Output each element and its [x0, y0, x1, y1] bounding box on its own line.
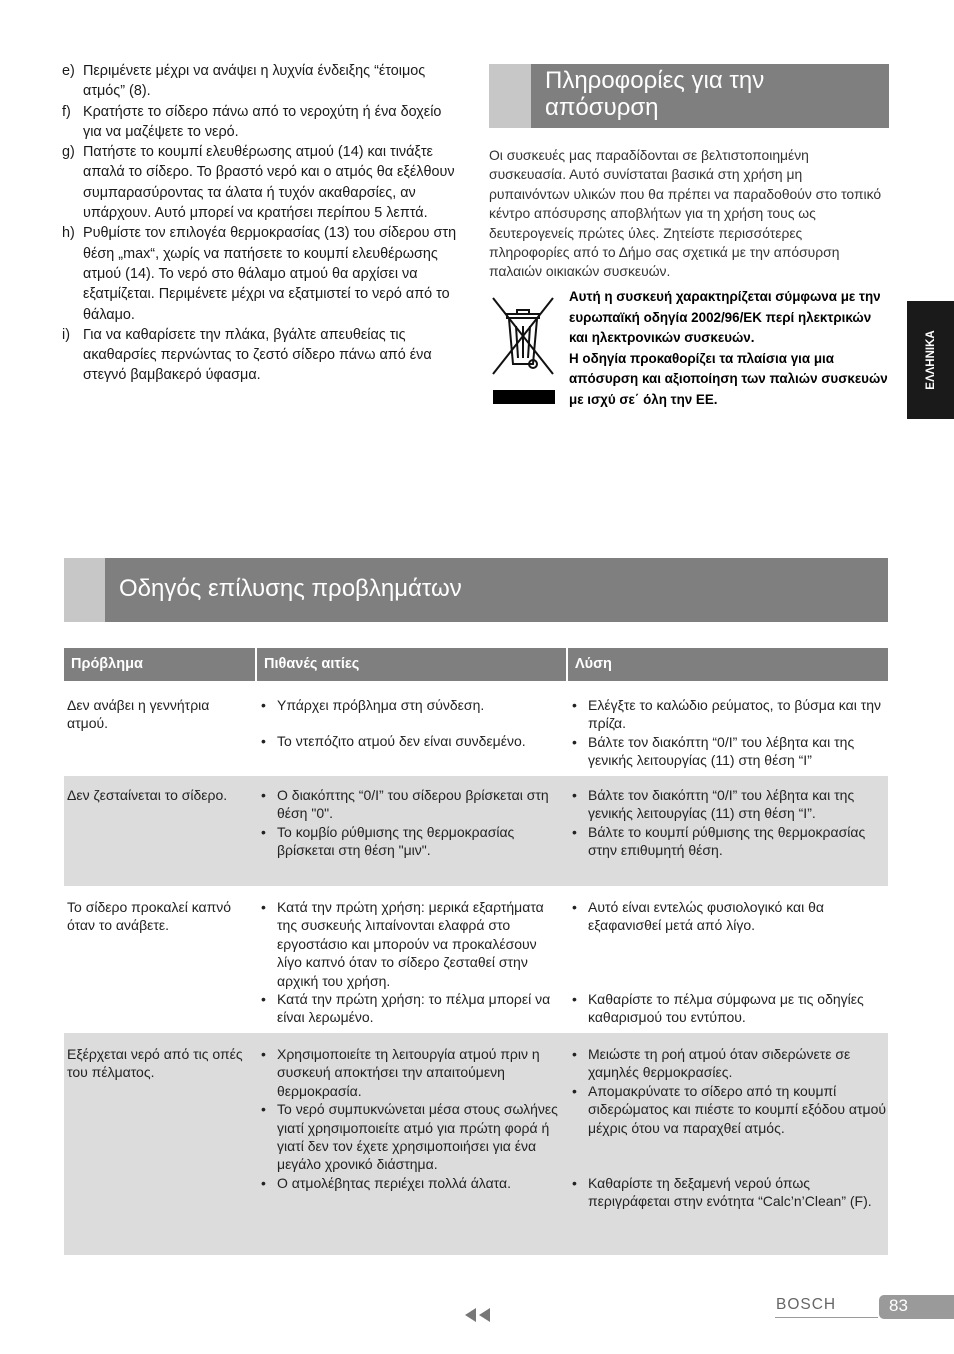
cause-item: • Ο διακόπτης “0/I” του σίδερου βρίσκεται στη θέση "0".	[259, 786, 564, 823]
troubleshooting-table	[64, 648, 888, 1255]
solution-item: • Ελέγξτε το καλώδιο ρεύματος, το βύσμα και την πρίζα.	[570, 696, 888, 733]
solution-item: • Βάλτε τον διακόπτη “0/I” του λέβητα και της γενικής λειτουργίας (11) στη θέση “I”	[570, 733, 888, 770]
disposal-title-line2: απόσυρση	[545, 94, 659, 121]
disposal-section-header	[489, 64, 889, 128]
crossed-bin-icon	[489, 294, 557, 406]
step-i	[62, 325, 462, 386]
step-f	[62, 102, 462, 143]
solution-item: • Βάλτε το κουμπί ρύθμισης της θερμοκρασίας στην επιθυμητή θέση.	[570, 823, 888, 860]
instruction-steps	[62, 61, 462, 386]
step-h	[62, 223, 462, 324]
cause-item: • Υπάρχει πρόβλημα στη σύνδεση.	[259, 696, 564, 714]
cause-item: • Κατά την πρώτη χρήση: μερικά εξαρτήματα της συσκευής λιπαίνονται ελαφρά στο εργοστάσιο και μπορούν να προκαλέσουν λίγο καπνό όταν το σίδερο ζεσταθεί στην αρχική του χρήση.	[259, 898, 564, 990]
causes-cell	[259, 696, 564, 751]
solution-cell	[570, 786, 888, 860]
cause-item: • Το νερό συμπυκνώνεται μέσα στους σωλήνες γιατί χρησιμοποιείτε ατμό για πρώτη φορά ή γιατί δεν τον έχετε χρησιμοποιήσει για ένα μεγάλο χρονικό διάστημα.	[259, 1100, 564, 1174]
table-row	[64, 1033, 888, 1255]
header-accent-bar	[64, 558, 105, 622]
step-letter: g)	[62, 144, 75, 161]
language-tab	[907, 301, 954, 419]
table-row	[64, 886, 888, 1033]
problem-cell: Δεν ζεσταίνεται το σίδερο.	[67, 787, 228, 803]
column-header-causes: Πιθανές αιτίες	[257, 648, 566, 681]
problem-cell: Δεν ανάβει η γεννήτρια ατμού.	[67, 697, 210, 732]
cause-item: • Το ντεπόζιτο ατμού δεν είναι συνδεμένο.	[259, 732, 564, 750]
cause-item: • Χρησιμοποιείτε τη λειτουργία ατμού πριν η συσκευή αποκτήσει την απαιτούμενη θερμοκρασία.	[259, 1045, 564, 1100]
cause-item: • Κατά την πρώτη χρήση: το πέλμα μπορεί να είναι λερωμένο.	[259, 990, 564, 1027]
weee-paragraph-1: Αυτή η συσκευή χαρακτηρίζεται σύμφωνα με την ευρωπαϊκή οδηγία 2002/96/ΕΚ περί ηλεκτρικών και ηλεκτρονικών συσκευών.	[569, 289, 881, 345]
step-letter: h)	[62, 225, 75, 242]
troubleshooting-section-header	[64, 558, 888, 622]
solution-item: • Βάλτε τον διακόπτη “0/I” του λέβητα και της γενικής λειτουργίας (11) στη θέση “I”.	[570, 786, 888, 823]
solution-cell	[570, 898, 888, 1027]
brand-label: BOSCH	[776, 1296, 837, 1313]
cause-item: • Το κομβίο ρύθμισης της θερμοκρασίας βρίσκεται στη θέση "μιν".	[259, 823, 564, 860]
back-arrows-icon[interactable]	[463, 1306, 493, 1324]
weee-notice	[569, 287, 889, 410]
cause-item: • Ο ατμολέβητας περιέχει πολλά άλατα.	[259, 1174, 564, 1192]
solution-item: • Καθαρίστε τη δεξαμενή νερού όπως περιγράφεται στην ενότητα “Calc’n’Clean” (F).	[570, 1174, 888, 1211]
solution-item: • Μειώστε τη ροή ατμού όταν σιδερώνετε σε χαμηλές θερμοκρασίες.	[570, 1045, 888, 1082]
troubleshooting-title: Οδηγός επίλυσης προβλημάτων	[119, 575, 462, 602]
language-tab-label: ΕΛΛΗΝΙΚΑ	[924, 330, 937, 390]
step-text: Για να καθαρίσετε την πλάκα, βγάλτε απευθείας τις ακαθαρσίες περνώντας το ζεστό σίδερο πάνω από ένα στεγνό βαμβακερό ύφασμα.	[83, 326, 432, 384]
problem-cell: Εξέρχεται νερό από τις οπές του πέλματος.	[67, 1046, 243, 1081]
causes-cell	[259, 786, 564, 860]
weee-paragraph-2: Η οδηγία προκαθορίζει τα πλαίσια για μια απόσυρση και αξιοποίηση των παλιών συσκευών με ισχύ σε΄ όλη την ΕΕ.	[569, 350, 888, 407]
step-e	[62, 61, 462, 102]
step-letter: i)	[62, 326, 70, 343]
step-text: Ρυθμίστε τον επιλογέα θερμοκρασίας (13) του σίδερου στη θέση „max“, χωρίς να πατήσετε το κουμπί ελευθέρωσης ατμού (14). Το νερό στο θάλαμο ατμού θα αρχίσει να εξατμίζεται. Περιμένετε μέχρι να εξατμιστεί το νερό από το θάλαμο.	[83, 225, 457, 323]
step-letter: f)	[62, 103, 71, 120]
problem-cell: Το σίδερο προκαλεί καπνό όταν το ανάβετε.	[67, 899, 232, 934]
column-header-solution: Λύση	[568, 648, 888, 681]
solution-item: • Απομακρύνατε το σίδερο από τη κουμπί σιδερώματος και πιέστε το κουμπί εξόδου ατμού μέχρις ότου να παραχθεί ατμός.	[570, 1082, 888, 1137]
table-row	[64, 681, 888, 776]
table-row	[64, 776, 888, 886]
table-header-row	[64, 648, 888, 681]
causes-cell	[259, 1045, 564, 1192]
solution-cell	[570, 696, 888, 770]
page-number: 83	[889, 1296, 908, 1315]
column-header-problem: Πρόβλημα	[64, 648, 255, 681]
solution-item: • Καθαρίστε το πέλμα σύμφωνα με τις οδηγίες καθαρισμού του εντύπου.	[570, 990, 888, 1027]
step-text: Κρατήστε το σίδερο πάνω από το νεροχύτη ή ένα δοχείο για να μαζέψετε το νερό.	[83, 103, 442, 140]
step-text: Περιμένετε μέχρι να ανάψει η λυχνία ένδειξης “έτοιμος ατμός” (8).	[83, 63, 426, 100]
disposal-title-line1: Πληροφορίες για την	[545, 67, 765, 94]
step-text: Πατήστε το κουμπί ελευθέρωσης ατμού (14) και τινάξτε απαλά το σίδερο. Το βραστό νερό και ο ατμός θα εξέλθουν συμπαρασύροντας τα άλατα ή τυχόν ακαθαρσίες, αν υπάρχουν. Αυτό μπορεί να κρατήσει περίπου 5 λεπτά.	[83, 144, 455, 222]
step-letter: e)	[62, 63, 75, 79]
solution-item: • Αυτό είναι εντελώς φυσιολογικό και θα εξαφανισθεί μετά από λίγο.	[570, 898, 888, 935]
header-accent-bar	[489, 64, 531, 128]
disposal-title	[545, 67, 764, 121]
footer-divider	[775, 1317, 878, 1318]
disposal-paragraph: Οι συσκευές μας παραδίδονται σε βελτιστοποιημένη συσκευασία. Αυτό συνίσταται βασικά στη χρήση μη ρυπαινόντων υλικών που θα πρέπει να παραδοθούν στο τοπικό κέντρο απόσυρσης αποβλήτων για τη χρήση τους ως δευτερογενείς πρώτες ύλες. Ζητείστε περισσότερες πληροφορίες από το Δήμο σας σχετικά με την απόσυρση παλαιών οικιακών συσκευών.	[489, 147, 882, 280]
step-g	[62, 142, 462, 223]
causes-cell	[259, 898, 564, 1027]
solution-cell	[570, 1045, 888, 1211]
